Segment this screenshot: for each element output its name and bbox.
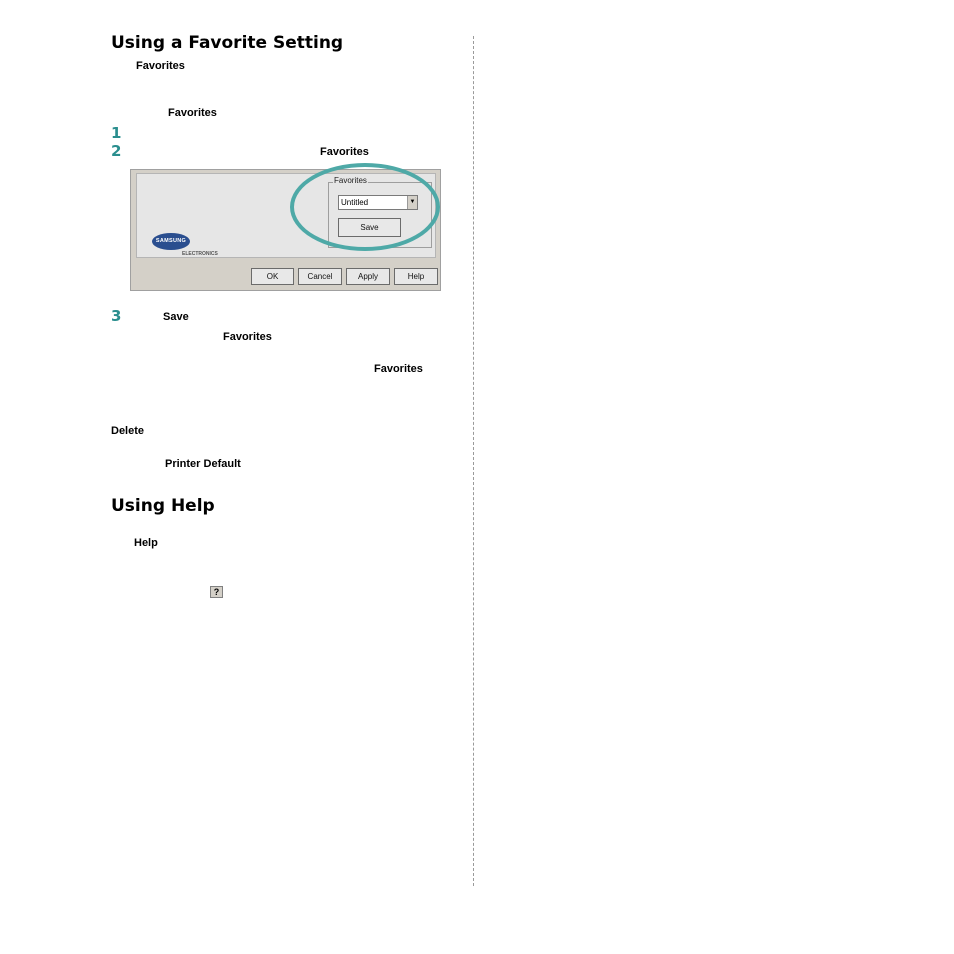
keyword-favorites: Favorites [320,146,369,158]
keyword-delete: Delete [111,425,145,437]
keyword-favorites: Favorites [223,331,272,343]
step-number-1: 1 [111,124,122,142]
keyword-help: Help [134,537,158,549]
favorites-dropdown-value: Untitled [341,198,369,207]
keyword-favorites: Favorites [168,107,217,119]
step-number-3: 3 [111,307,122,325]
highlight-circle [290,163,440,251]
heading-favorite-setting: Using a Favorite Setting [111,33,344,53]
keyword-printer-default: Printer Default [165,458,241,470]
step-number-2: 2 [111,142,122,160]
samsung-logo-subtitle: ELECTRONICS [182,251,218,257]
heading-using-help: Using Help [111,496,215,516]
apply-button[interactable]: Apply [346,268,390,285]
chevron-down-icon[interactable]: ▼ [407,196,417,209]
save-button[interactable]: Save [338,218,401,237]
keyword-favorites: Favorites [374,363,423,375]
ok-button[interactable]: OK [251,268,294,285]
samsung-logo: SAMSUNG [152,233,190,250]
column-divider [473,36,474,886]
question-mark-icon: ? [210,586,223,598]
keyword-save: Save [163,311,189,323]
favorites-group-title: Favorites [334,176,367,185]
keyword-favorites: Favorites [136,60,185,72]
cancel-button[interactable]: Cancel [298,268,342,285]
help-button[interactable]: Help [394,268,438,285]
